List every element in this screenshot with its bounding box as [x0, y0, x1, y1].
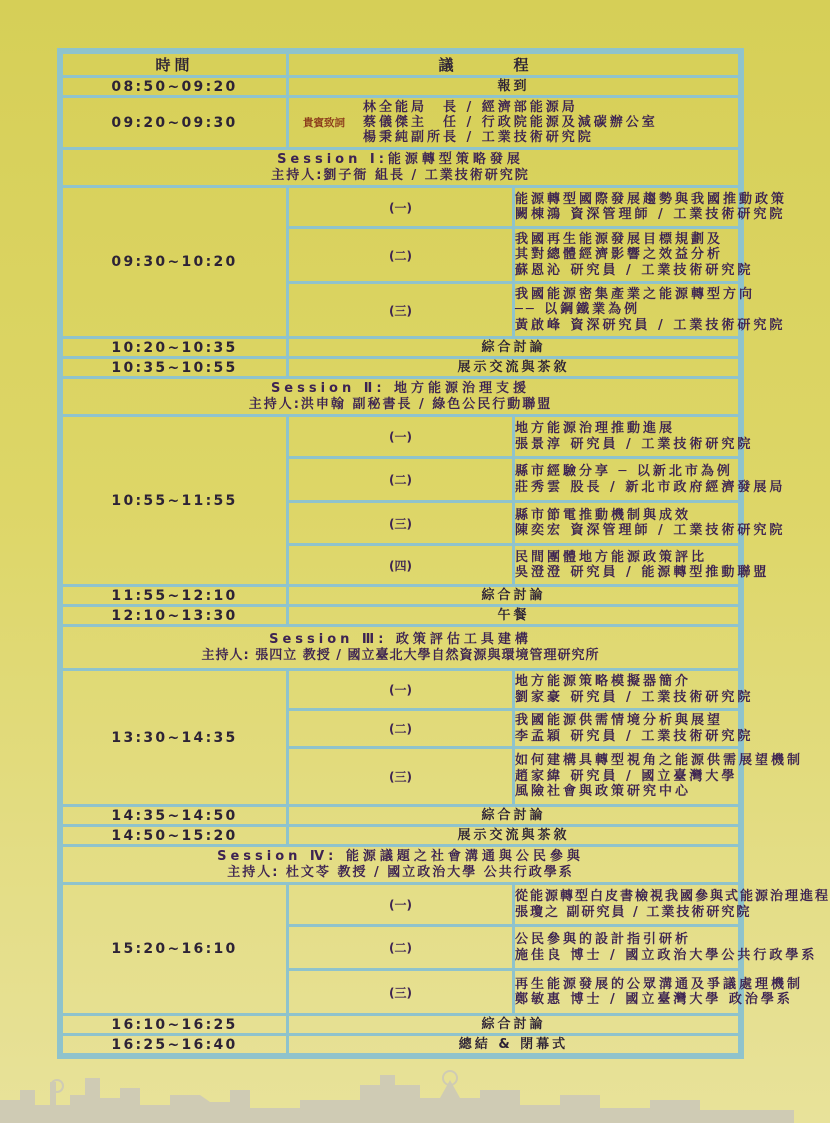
- talk-number: (二): [288, 458, 514, 502]
- talk-number: (一): [288, 187, 514, 228]
- talk-speaker: 張瓊之 副研究員 / 工業技術研究院: [515, 904, 752, 920]
- agenda-row: [62, 1035, 740, 1055]
- talk-title: 能源轉型國際發展趨勢與我國推動政策: [515, 191, 788, 207]
- talk-title: 我國能源供需情境分析與展望: [515, 713, 724, 728]
- event-cell: 展示交流與茶敘: [288, 358, 740, 378]
- talk-title: 地方能源策略模擬器簡介: [515, 674, 692, 689]
- talk-speaker: 張景淳 研究員 / 工業技術研究院: [515, 436, 754, 452]
- talk-title: 其對總體經濟影響之效益分析: [515, 247, 724, 263]
- talk-title: 我國能源密集產業之能源轉型方向: [515, 286, 756, 302]
- agenda-row: [62, 77, 740, 97]
- time-cell: 08:50~09:20: [62, 77, 288, 97]
- talk-row: [62, 670, 740, 710]
- talk-title: 縣市經驗分享 ─ 以新北市為例: [515, 464, 733, 479]
- talk-speaker: 李孟穎 研究員 / 工業技術研究院: [515, 728, 754, 744]
- session-title: Session Ⅱ: 地方能源治理支援: [270, 380, 531, 396]
- talk-title: 再生能源發展的公眾溝通及爭議處理機制: [515, 976, 804, 992]
- speaker-line: 林全能局 長 / 經濟部能源局: [363, 100, 578, 115]
- talk-title: ── 以鋼鐵業為例: [515, 302, 641, 318]
- talk-speaker: 吳澄澄 研究員 / 能源轉型推動聯盟: [515, 565, 770, 580]
- talk-speaker: 趙家緯 研究員 / 國立臺灣大學: [515, 768, 738, 784]
- talk-speaker: 風險社會與政策研究中心: [515, 784, 692, 800]
- talk-speaker: 施佳良 博士 / 國立政治大學公共行政學系: [515, 947, 818, 963]
- event-cell: 展示交流與茶敘: [288, 826, 740, 846]
- talk-row: [62, 187, 740, 228]
- talk-title: 我國再生能源發展目標規劃及: [515, 231, 724, 247]
- talk-speaker: 陳奕宏 資深管理師 / 工業技術研究院: [515, 523, 786, 538]
- time-cell: 10:20~10:35: [62, 338, 288, 358]
- talk-title: 從能源轉型白皮書檢視我國參與式能源治理進程: [515, 889, 830, 904]
- talk-number: (一): [288, 884, 514, 926]
- header-row: [62, 53, 740, 77]
- agenda-row: [62, 338, 740, 358]
- time-cell: 11:55~12:10: [62, 586, 288, 606]
- talk-row: [62, 884, 740, 926]
- talk-number: (二): [288, 926, 514, 970]
- time-cell: 16:10~16:25: [62, 1015, 288, 1035]
- session-title: Session Ⅰ:能源轉型策略發展: [277, 151, 524, 167]
- talk-title: 如何建構具轉型視角之能源供需展望機制: [515, 753, 804, 769]
- time-cell: 15:20~16:10: [62, 884, 288, 1015]
- agenda-row: [62, 586, 740, 606]
- time-cell: 09:30~10:20: [62, 187, 288, 338]
- talk-title: 地方能源治理推動進展: [515, 421, 676, 436]
- event-cell: 報到: [288, 77, 740, 97]
- talk-number: (二): [288, 710, 514, 748]
- talk-row: [62, 416, 740, 458]
- session-row: [62, 846, 740, 884]
- talk-number: (一): [288, 670, 514, 710]
- event-cell: 綜合討論: [288, 338, 740, 358]
- time-cell: 14:50~15:20: [62, 826, 288, 846]
- city-skyline-silhouette: [0, 1060, 794, 1123]
- session-row: [62, 626, 740, 670]
- agenda-row: [62, 606, 740, 626]
- welcome-cell: [288, 97, 740, 149]
- event-cell: 總結 & 閉幕式: [288, 1035, 740, 1055]
- agenda-row: [62, 826, 740, 846]
- speaker-line: 楊秉純副所長 / 工業技術研究院: [363, 130, 594, 145]
- event-cell: 午餐: [288, 606, 740, 626]
- time-cell: 12:10~13:30: [62, 606, 288, 626]
- talk-number: (三): [288, 748, 514, 806]
- talk-number: (二): [288, 228, 514, 283]
- talk-speaker: 莊秀雲 股長 / 新北市政府經濟發展局: [515, 479, 786, 495]
- talk-speaker: 劉家豪 研究員 / 工業技術研究院: [515, 689, 754, 705]
- talk-speaker: 蘇恩沁 研究員 / 工業技術研究院: [515, 262, 754, 278]
- time-cell: 09:20~09:30: [62, 97, 288, 149]
- time-cell: 10:35~10:55: [62, 358, 288, 378]
- event-cell: 綜合討論: [288, 586, 740, 606]
- agenda-row: [62, 1015, 740, 1035]
- session-row: [62, 378, 740, 416]
- vip-label: 貴賓致詞: [303, 117, 345, 129]
- talk-number: (三): [288, 970, 514, 1015]
- talk-speaker: 闕棟鴻 資深管理師 / 工業技術研究院: [515, 207, 786, 222]
- time-cell: 14:35~14:50: [62, 806, 288, 826]
- talk-number: (三): [288, 502, 514, 545]
- event-cell: 綜合討論: [288, 806, 740, 826]
- talk-title: 公民參與的設計指引研析: [515, 932, 692, 947]
- speaker-line: 蔡儀傑主 任 / 行政院能源及減碳辦公室: [363, 115, 658, 130]
- talk-number: (一): [288, 416, 514, 458]
- agenda-table: [57, 48, 830, 1059]
- time-cell: 16:25~16:40: [62, 1035, 288, 1055]
- time-cell: 10:55~11:55: [62, 416, 288, 586]
- agenda-row: [62, 806, 740, 826]
- session-host: 主持人: 杜文苓 教授 / 國立政治大學 公共行政學系: [227, 864, 574, 880]
- talk-speaker: 鄭敏惠 博士 / 國立臺灣大學 政治學系: [515, 992, 793, 1007]
- session-host: 主持人:洪申翰 副秘書長 / 綠色公民行動聯盟: [248, 396, 553, 412]
- session-title: Session Ⅲ: 政策評估工具建構: [269, 631, 532, 647]
- session-host: 主持人: 張四立 教授 / 國立臺北大學自然資源與環境管理研究所: [201, 647, 600, 663]
- time-cell: 13:30~14:35: [62, 670, 288, 806]
- session-row: [62, 149, 740, 187]
- talk-title: 民間團體地方能源政策評比: [515, 549, 708, 565]
- talk-number: (三): [288, 283, 514, 338]
- talk-speaker: 黃啟峰 資深研究員 / 工業技術研究院: [515, 317, 786, 333]
- time-header: 時間: [62, 53, 288, 77]
- agenda-row: [62, 358, 740, 378]
- talk-number: (四): [288, 545, 514, 586]
- talk-title: 縣市節電推動機制與成效: [515, 507, 692, 523]
- session-host: 主持人:劉子衙 組長 / 工業技術研究院: [271, 167, 530, 183]
- agenda-header: 議程: [288, 53, 740, 77]
- agenda-row: [62, 97, 740, 149]
- session-title: Session Ⅳ: 能源議題之社會溝通與公民參與: [217, 848, 584, 864]
- event-cell: 綜合討論: [288, 1015, 740, 1035]
